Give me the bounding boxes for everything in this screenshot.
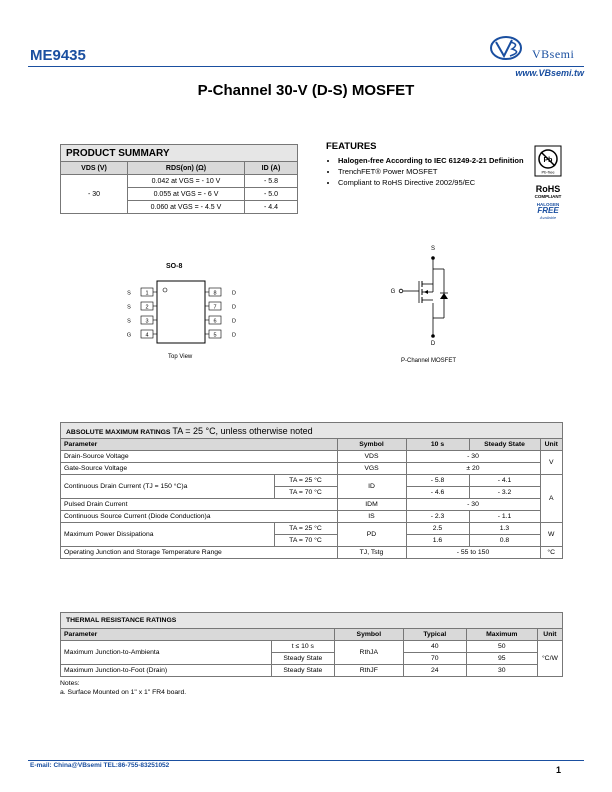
product-summary-table	[60, 144, 298, 214]
symbol-cell: TJ, Tstg	[337, 547, 406, 559]
pin-number: 3	[145, 318, 149, 325]
svg-text:Pb: Pb	[543, 157, 553, 164]
rds-value: 0.042 at VGS = - 10 V	[128, 175, 245, 188]
value-cell: - 55 to 150	[406, 547, 540, 559]
symbol-cell: IS	[337, 511, 406, 523]
col-10s: 10 s	[406, 439, 469, 451]
symbol-cell: PD	[337, 523, 406, 547]
param-cell: Maximum Junction-to-Ambienta	[61, 641, 272, 665]
trr-heading: THERMAL RESISTANCE RATINGS	[61, 613, 563, 629]
feature-item: • TrenchFET® Power MOSFET	[338, 167, 526, 176]
brand-name: VBsemi	[532, 47, 575, 61]
param-cell: Continuous Source Current (Diode Conduction)a	[61, 511, 338, 523]
value-cell: - 4.6	[406, 487, 469, 499]
header-rule	[28, 66, 584, 67]
note-a: a. Surface Mounted on 1" x 1" FR4 board.	[60, 689, 187, 696]
col-maximum: Maximum	[466, 629, 537, 641]
param-cell: Maximum Junction-to-Foot (Drain)	[61, 665, 272, 677]
rohs-label: RoHS	[535, 184, 561, 194]
col-unit: Unit	[537, 629, 562, 641]
value-cell: 30	[466, 665, 537, 677]
unit-cell: V	[540, 451, 563, 475]
id-value: - 5.0	[245, 188, 298, 201]
pin-number: 7	[213, 304, 217, 311]
condition-cell: t ≤ 10 s	[271, 641, 334, 653]
vds-value: - 30	[61, 175, 128, 214]
rds-value: 0.055 at VGS = - 6 V	[128, 188, 245, 201]
param-cell: Drain-Source Voltage	[61, 451, 338, 463]
param-cell: Gate-Source Voltage	[61, 463, 338, 475]
symbol-cell: IDM	[337, 499, 406, 511]
pb-free-label: Pb-free	[541, 169, 555, 175]
value-cell: 2.5	[406, 523, 469, 535]
feature-item: • Compliant to RoHS Directive 2002/95/EC	[338, 178, 526, 187]
value-cell: 24	[403, 665, 466, 677]
value-cell: - 3.2	[469, 487, 540, 499]
product-summary-heading: PRODUCT SUMMARY	[61, 145, 298, 162]
pin-name: G	[126, 332, 132, 339]
symbol-cell: VGS	[337, 463, 406, 475]
free-label: FREE	[537, 206, 559, 215]
param-cell: Pulsed Drain Current	[61, 499, 338, 511]
document-title: P-Channel 30-V (D-S) MOSFET	[197, 82, 415, 99]
feature-item: • Halogen-free According to IEC 61249-2-21 Definition	[338, 156, 526, 165]
condition-cell: TA = 70 °C	[274, 535, 337, 547]
value-cell: 0.8	[469, 535, 540, 547]
mosfet-symbol-diagram	[386, 243, 466, 349]
rds-value: 0.060 at VGS = - 4.5 V	[128, 201, 245, 214]
col-steady-state: Steady State	[469, 439, 540, 451]
col-symbol: Symbol	[334, 629, 403, 641]
col-typical: Typical	[403, 629, 466, 641]
pin-number: 5	[213, 332, 217, 339]
col-unit: Unit	[540, 439, 563, 451]
unit-cell: A	[540, 475, 563, 523]
pin-name: S	[127, 304, 131, 311]
part-number: ME9435	[30, 47, 86, 64]
param-cell: Operating Junction and Storage Temperature Range	[61, 547, 338, 559]
col-symbol: Symbol	[337, 439, 406, 451]
value-cell: 50	[466, 641, 537, 653]
value-cell: - 30	[406, 499, 540, 511]
condition-cell: TA = 70 °C	[274, 487, 337, 499]
id-value: - 5.8	[245, 175, 298, 188]
symbol-caption: P-Channel MOSFET	[401, 358, 457, 364]
footer-contact: E-mail: China@VBsemi TEL:86-755-83251052	[30, 762, 170, 769]
col-rds: RDS(on) (Ω)	[128, 162, 245, 175]
value-cell: - 4.1	[469, 475, 540, 487]
unit-cell: °C/W	[537, 641, 562, 677]
col-parameter: Parameter	[61, 439, 338, 451]
unit-cell: W	[540, 523, 563, 547]
symbol-cell: RthJA	[334, 641, 403, 665]
value-cell: 1.3	[469, 523, 540, 535]
footer-rule	[28, 760, 584, 761]
package-name: SO-8	[166, 263, 183, 270]
condition-cell: TA = 25 °C	[274, 523, 337, 535]
pin-number: 1	[145, 290, 149, 297]
page-number: 1	[556, 765, 562, 775]
source-label: S	[430, 246, 436, 252]
condition-cell: Steady State	[271, 665, 334, 677]
value-cell: - 2.3	[406, 511, 469, 523]
value-cell: 70	[403, 653, 466, 665]
gate-label: G	[390, 289, 396, 295]
col-id: ID (A)	[245, 162, 298, 175]
value-cell: 95	[466, 653, 537, 665]
amr-condition: TA = 25 °C, unless otherwise noted	[172, 425, 313, 436]
condition-cell: TA = 25 °C	[274, 475, 337, 487]
symbol-cell: ID	[337, 475, 406, 499]
symbol-cell: VDS	[337, 451, 406, 463]
amr-heading: ABSOLUTE MAXIMUM RATINGS	[66, 428, 171, 436]
col-parameter: Parameter	[61, 629, 335, 641]
value-cell: - 30	[406, 451, 540, 463]
absolute-maximum-ratings-table	[60, 422, 563, 559]
notes-heading: Notes:	[60, 680, 80, 687]
thermal-resistance-table	[60, 612, 563, 677]
drain-label: D	[430, 341, 436, 347]
value-cell: - 1.1	[469, 511, 540, 523]
value-cell: ± 20	[406, 463, 540, 475]
pin-number: 6	[213, 318, 217, 325]
unit-cell: °C	[540, 547, 563, 559]
pin-number: 2	[145, 304, 149, 311]
pin-name: D	[232, 318, 236, 325]
condition-cell: Steady State	[271, 653, 334, 665]
col-vds: VDS (V)	[61, 162, 128, 175]
so8-package-diagram	[120, 278, 242, 350]
notes-section	[60, 679, 186, 697]
pb-free-icon	[531, 145, 565, 179]
id-value: - 4.4	[245, 201, 298, 214]
value-cell: 40	[403, 641, 466, 653]
features-heading: FEATURES	[326, 141, 377, 152]
param-cell: Continuous Drain Current (TJ = 150 °C)a	[61, 475, 275, 499]
website-link[interactable]: www.VBsemi.tw	[515, 68, 584, 78]
pin-name: S	[127, 290, 131, 297]
halogen-label: HALOGEN	[536, 202, 560, 207]
symbol-cell: RthJF	[334, 665, 403, 677]
value-cell: - 5.8	[406, 475, 469, 487]
compliance-badge	[531, 145, 565, 220]
pin-name: D	[232, 332, 236, 339]
pin-name: D	[232, 290, 236, 297]
value-cell: 1.6	[406, 535, 469, 547]
package-caption: Top View	[168, 354, 193, 360]
features-section	[326, 141, 526, 189]
compliant-label: COMPLIANT	[534, 194, 562, 199]
pin-name: D	[232, 304, 236, 311]
pin-number: 4	[145, 332, 149, 339]
pin-name: S	[127, 318, 131, 325]
available-label: Available	[539, 215, 557, 220]
param-cell: Maximum Power Dissipationa	[61, 523, 275, 547]
pin-number: 8	[213, 290, 217, 297]
